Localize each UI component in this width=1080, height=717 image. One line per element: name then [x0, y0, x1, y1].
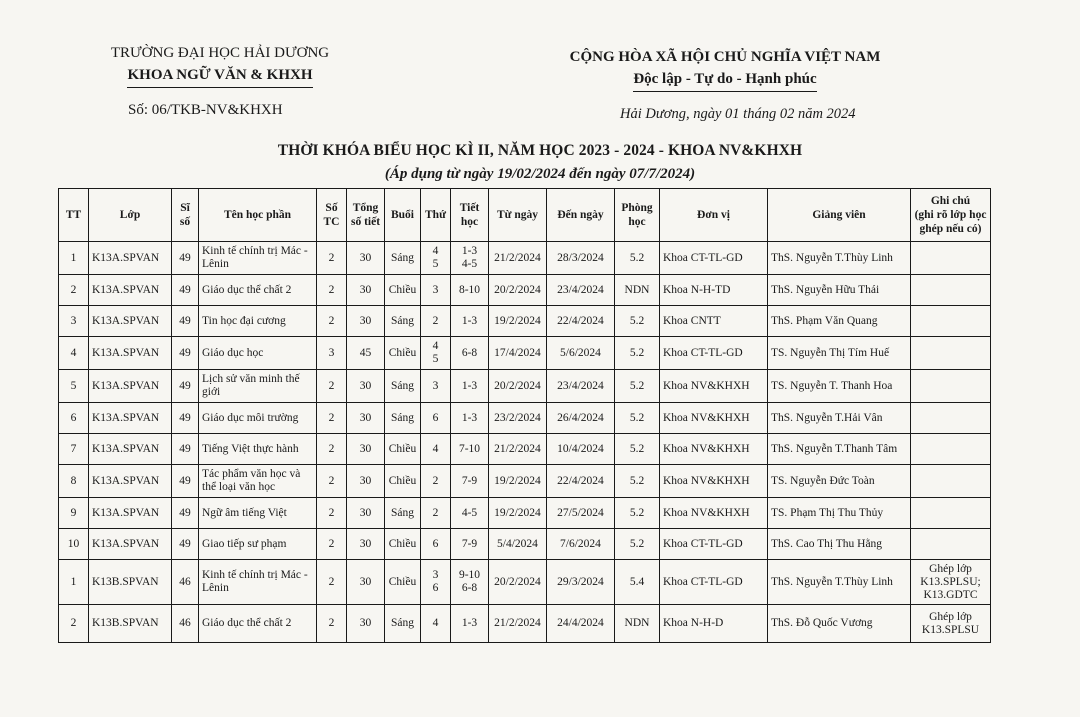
col-periods-cell: 30 — [347, 498, 385, 529]
table-row — [59, 337, 991, 370]
col-credits-cell: 2 — [317, 529, 347, 560]
col-note-cell: Ghép lớp K13.SPLSU — [911, 605, 991, 643]
col-tt-cell: 9 — [59, 498, 89, 529]
col-periods-cell: 45 — [347, 337, 385, 370]
col-periods-cell: 30 — [347, 529, 385, 560]
col-tt-cell: 1 — [59, 242, 89, 275]
col-course-cell: Ngữ âm tiếng Việt — [199, 498, 317, 529]
col-course-cell: Giáo dục thể chất 2 — [199, 275, 317, 306]
col-to-cell: 5/6/2024 — [547, 337, 615, 370]
col-to-cell: 29/3/2024 — [547, 560, 615, 605]
col-tt-cell: 8 — [59, 465, 89, 498]
col-credits-cell: 2 — [317, 605, 347, 643]
document-number: Số: 06/TKB-NV&KHXH — [128, 102, 283, 118]
col-slot-cell: 7-9 — [451, 529, 489, 560]
col-room-header: Phòng học — [615, 189, 660, 242]
col-note-cell — [911, 529, 991, 560]
col-unit-cell: Khoa N-H-TD — [660, 275, 768, 306]
col-lecturer-cell: ThS. Nguyễn T.Thanh Tâm — [768, 434, 911, 465]
timetable — [58, 188, 991, 643]
col-class-cell: K13A.SPVAN — [89, 403, 172, 434]
col-tt-cell: 1 — [59, 560, 89, 605]
col-day-cell: 4 5 — [421, 337, 451, 370]
col-periods-cell: 30 — [347, 560, 385, 605]
col-slot-cell: 7-10 — [451, 434, 489, 465]
col-day-cell: 3 6 — [421, 560, 451, 605]
col-periods-cell: 30 — [347, 275, 385, 306]
col-from-cell: 19/2/2024 — [489, 498, 547, 529]
col-class-header: Lớp — [89, 189, 172, 242]
col-session-cell: Chiều — [385, 275, 421, 306]
col-class-cell: K13A.SPVAN — [89, 370, 172, 403]
col-day-cell: 2 — [421, 465, 451, 498]
col-periods-cell: 30 — [347, 242, 385, 275]
col-note-cell — [911, 434, 991, 465]
col-session-cell: Sáng — [385, 403, 421, 434]
col-to-cell: 22/4/2024 — [547, 306, 615, 337]
col-credits-header: Số TC — [317, 189, 347, 242]
col-credits-cell: 2 — [317, 242, 347, 275]
col-class-cell: K13A.SPVAN — [89, 275, 172, 306]
col-credits-cell: 2 — [317, 370, 347, 403]
col-slot-cell: 1-3 — [451, 306, 489, 337]
col-room-cell: 5.2 — [615, 370, 660, 403]
table-row — [59, 370, 991, 403]
col-from-cell: 19/2/2024 — [489, 306, 547, 337]
col-lecturer-cell: TS. Nguyễn Thị Tím Huế — [768, 337, 911, 370]
col-class-cell: K13A.SPVAN — [89, 465, 172, 498]
col-tt-cell: 5 — [59, 370, 89, 403]
col-day-cell: 4 5 — [421, 242, 451, 275]
col-day-cell: 6 — [421, 403, 451, 434]
header-left — [70, 42, 370, 88]
col-session-cell: Sáng — [385, 370, 421, 403]
col-from-cell: 19/2/2024 — [489, 465, 547, 498]
table-row — [59, 434, 991, 465]
col-size-cell: 49 — [172, 465, 199, 498]
table-row — [59, 498, 991, 529]
col-course-cell: Giáo dục môi trường — [199, 403, 317, 434]
col-tt-header: TT — [59, 189, 89, 242]
col-lecturer-cell: ThS. Cao Thị Thu Hằng — [768, 529, 911, 560]
col-to-cell: 23/4/2024 — [547, 275, 615, 306]
col-class-cell: K13B.SPVAN — [89, 560, 172, 605]
faculty-name: KHOA NGỮ VĂN & KHXH — [70, 64, 370, 88]
col-size-cell: 46 — [172, 605, 199, 643]
col-session-cell: Sáng — [385, 498, 421, 529]
col-from-cell: 17/4/2024 — [489, 337, 547, 370]
col-room-cell: 5.2 — [615, 529, 660, 560]
col-credits-cell: 2 — [317, 306, 347, 337]
col-size-cell: 49 — [172, 370, 199, 403]
col-room-cell: 5.2 — [615, 498, 660, 529]
col-from-cell: 20/2/2024 — [489, 560, 547, 605]
col-note-cell — [911, 242, 991, 275]
col-periods-cell: 30 — [347, 605, 385, 643]
col-class-cell: K13B.SPVAN — [89, 605, 172, 643]
header-right — [520, 46, 930, 92]
col-to-header: Đến ngày — [547, 189, 615, 242]
col-note-cell — [911, 498, 991, 529]
col-day-header: Thứ — [421, 189, 451, 242]
col-to-cell: 22/4/2024 — [547, 465, 615, 498]
col-to-cell: 28/3/2024 — [547, 242, 615, 275]
col-credits-cell: 2 — [317, 275, 347, 306]
col-slot-cell: 6-8 — [451, 337, 489, 370]
col-day-cell: 4 — [421, 434, 451, 465]
table-row — [59, 529, 991, 560]
col-note-cell: Ghép lớp K13.SPLSU; K13.GDTC — [911, 560, 991, 605]
col-course-cell: Tin học đại cương — [199, 306, 317, 337]
col-slot-cell: 1-3 4-5 — [451, 242, 489, 275]
col-slot-header: Tiết học — [451, 189, 489, 242]
col-course-cell: Kinh tế chính trị Mác - Lênin — [199, 560, 317, 605]
col-size-cell: 49 — [172, 434, 199, 465]
col-day-cell: 2 — [421, 306, 451, 337]
col-room-cell: 5.2 — [615, 465, 660, 498]
col-session-header: Buổi — [385, 189, 421, 242]
col-unit-cell: Khoa NV&KHXH — [660, 498, 768, 529]
col-to-cell: 23/4/2024 — [547, 370, 615, 403]
col-credits-cell: 3 — [317, 337, 347, 370]
col-periods-cell: 30 — [347, 465, 385, 498]
col-note-cell — [911, 370, 991, 403]
col-lecturer-cell: ThS. Đỗ Quốc Vương — [768, 605, 911, 643]
col-periods-header: Tổng số tiết — [347, 189, 385, 242]
col-unit-cell: Khoa CT-TL-GD — [660, 560, 768, 605]
col-unit-cell: Khoa CT-TL-GD — [660, 337, 768, 370]
col-credits-cell: 2 — [317, 560, 347, 605]
col-size-cell: 49 — [172, 498, 199, 529]
col-session-cell: Chiều — [385, 529, 421, 560]
col-session-cell: Chiều — [385, 560, 421, 605]
col-course-cell: Tiếng Việt thực hành — [199, 434, 317, 465]
col-to-cell: 7/6/2024 — [547, 529, 615, 560]
col-tt-cell: 3 — [59, 306, 89, 337]
table-row — [59, 242, 991, 275]
col-slot-cell: 1-3 — [451, 403, 489, 434]
col-tt-cell: 6 — [59, 403, 89, 434]
table-row — [59, 560, 991, 605]
col-class-cell: K13A.SPVAN — [89, 242, 172, 275]
university-name: TRƯỜNG ĐẠI HỌC HẢI DƯƠNG — [110, 45, 330, 61]
col-unit-cell: Khoa NV&KHXH — [660, 370, 768, 403]
col-tt-cell: 2 — [59, 275, 89, 306]
col-note-cell — [911, 465, 991, 498]
col-session-cell: Sáng — [385, 242, 421, 275]
table-row — [59, 605, 991, 643]
col-class-cell: K13A.SPVAN — [89, 498, 172, 529]
col-unit-cell: Khoa NV&KHXH — [660, 403, 768, 434]
col-unit-cell: Khoa NV&KHXH — [660, 465, 768, 498]
col-to-cell: 27/5/2024 — [547, 498, 615, 529]
col-room-cell: NDN — [615, 275, 660, 306]
col-credits-cell: 2 — [317, 465, 347, 498]
col-size-header: Sĩ số — [172, 189, 199, 242]
col-course-cell: Giáo dục học — [199, 337, 317, 370]
col-session-cell: Chiều — [385, 337, 421, 370]
col-course-cell: Giáo dục thể chất 2 — [199, 605, 317, 643]
col-class-cell: K13A.SPVAN — [89, 337, 172, 370]
col-session-cell: Sáng — [385, 605, 421, 643]
col-size-cell: 49 — [172, 242, 199, 275]
col-lecturer-cell: ThS. Nguyễn T.Thùy Linh — [768, 242, 911, 275]
col-size-cell: 49 — [172, 529, 199, 560]
col-slot-cell: 9-10 6-8 — [451, 560, 489, 605]
col-room-cell: 5.2 — [615, 434, 660, 465]
col-note-cell — [911, 275, 991, 306]
col-periods-cell: 30 — [347, 306, 385, 337]
col-lecturer-cell: ThS. Nguyễn T.Thùy Linh — [768, 560, 911, 605]
col-class-cell: K13A.SPVAN — [89, 306, 172, 337]
col-day-cell: 2 — [421, 498, 451, 529]
col-from-cell: 21/2/2024 — [489, 242, 547, 275]
col-course-header: Tên học phần — [199, 189, 317, 242]
document-subtitle: (Áp dụng từ ngày 19/02/2024 đến ngày 07/7/2024) — [384, 166, 696, 182]
col-lecturer-cell: TS. Nguyễn Đức Toàn — [768, 465, 911, 498]
col-credits-cell: 2 — [317, 403, 347, 434]
col-room-cell: 5.4 — [615, 560, 660, 605]
col-note-cell — [911, 306, 991, 337]
col-note-header: Ghi chú (ghi rõ lớp học ghép nếu có) — [911, 189, 991, 242]
col-size-cell: 49 — [172, 275, 199, 306]
col-day-cell: 3 — [421, 370, 451, 403]
col-room-cell: NDN — [615, 605, 660, 643]
col-slot-cell: 1-3 — [451, 605, 489, 643]
col-day-cell: 4 — [421, 605, 451, 643]
col-course-cell: Tác phẩm văn học và thể loại văn học — [199, 465, 317, 498]
col-lecturer-cell: ThS. Nguyễn T.Hải Vân — [768, 403, 911, 434]
table-row — [59, 275, 991, 306]
col-size-cell: 46 — [172, 560, 199, 605]
col-note-cell — [911, 337, 991, 370]
col-from-cell: 23/2/2024 — [489, 403, 547, 434]
col-class-cell: K13A.SPVAN — [89, 434, 172, 465]
national-title: CỘNG HÒA XÃ HỘI CHỦ NGHĨA VIỆT NAM — [569, 49, 881, 65]
col-size-cell: 49 — [172, 337, 199, 370]
col-tt-cell: 7 — [59, 434, 89, 465]
col-lecturer-header: Giảng viên — [768, 189, 911, 242]
col-unit-cell: Khoa CT-TL-GD — [660, 242, 768, 275]
col-periods-cell: 30 — [347, 434, 385, 465]
col-session-cell: Sáng — [385, 306, 421, 337]
col-lecturer-cell: TS. Nguyễn T. Thanh Hoa — [768, 370, 911, 403]
col-lecturer-cell: TS. Phạm Thị Thu Thủy — [768, 498, 911, 529]
col-from-cell: 5/4/2024 — [489, 529, 547, 560]
col-room-cell: 5.2 — [615, 337, 660, 370]
table-row — [59, 465, 991, 498]
col-room-cell: 5.2 — [615, 242, 660, 275]
col-slot-cell: 1-3 — [451, 370, 489, 403]
col-room-cell: 5.2 — [615, 306, 660, 337]
col-unit-cell: Khoa NV&KHXH — [660, 434, 768, 465]
col-unit-cell: Khoa CT-TL-GD — [660, 529, 768, 560]
col-note-cell — [911, 403, 991, 434]
col-to-cell: 24/4/2024 — [547, 605, 615, 643]
col-from-cell: 20/2/2024 — [489, 275, 547, 306]
col-day-cell: 3 — [421, 275, 451, 306]
col-room-cell: 5.2 — [615, 403, 660, 434]
col-session-cell: Chiều — [385, 465, 421, 498]
timetable-header-row — [59, 189, 991, 242]
col-from-cell: 20/2/2024 — [489, 370, 547, 403]
table-row — [59, 306, 991, 337]
col-size-cell: 49 — [172, 306, 199, 337]
place-date: Hải Dương, ngày 01 tháng 02 năm 2024 — [620, 106, 856, 122]
col-unit-header: Đơn vị — [660, 189, 768, 242]
col-from-cell: 21/2/2024 — [489, 434, 547, 465]
col-to-cell: 26/4/2024 — [547, 403, 615, 434]
col-credits-cell: 2 — [317, 498, 347, 529]
document-title: THỜI KHÓA BIỂU HỌC KÌ II, NĂM HỌC 2023 - 2024 - KHOA NV&KHXH — [277, 142, 803, 159]
col-slot-cell: 8-10 — [451, 275, 489, 306]
col-class-cell: K13A.SPVAN — [89, 529, 172, 560]
col-from-cell: 21/2/2024 — [489, 605, 547, 643]
col-from-header: Từ ngày — [489, 189, 547, 242]
national-motto: Độc lập - Tự do - Hạnh phúc — [520, 68, 930, 92]
col-slot-cell: 4-5 — [451, 498, 489, 529]
col-unit-cell: Khoa CNTT — [660, 306, 768, 337]
col-tt-cell: 4 — [59, 337, 89, 370]
col-course-cell: Lịch sử văn minh thế giới — [199, 370, 317, 403]
col-tt-cell: 2 — [59, 605, 89, 643]
col-session-cell: Chiều — [385, 434, 421, 465]
col-periods-cell: 30 — [347, 403, 385, 434]
col-lecturer-cell: ThS. Nguyễn Hữu Thái — [768, 275, 911, 306]
col-lecturer-cell: ThS. Phạm Văn Quang — [768, 306, 911, 337]
col-course-cell: Giao tiếp sư phạm — [199, 529, 317, 560]
col-slot-cell: 7-9 — [451, 465, 489, 498]
col-size-cell: 49 — [172, 403, 199, 434]
col-credits-cell: 2 — [317, 434, 347, 465]
col-periods-cell: 30 — [347, 370, 385, 403]
col-day-cell: 6 — [421, 529, 451, 560]
col-to-cell: 10/4/2024 — [547, 434, 615, 465]
table-row — [59, 403, 991, 434]
col-unit-cell: Khoa N-H-D — [660, 605, 768, 643]
col-tt-cell: 10 — [59, 529, 89, 560]
col-course-cell: Kinh tế chính trị Mác - Lênin — [199, 242, 317, 275]
